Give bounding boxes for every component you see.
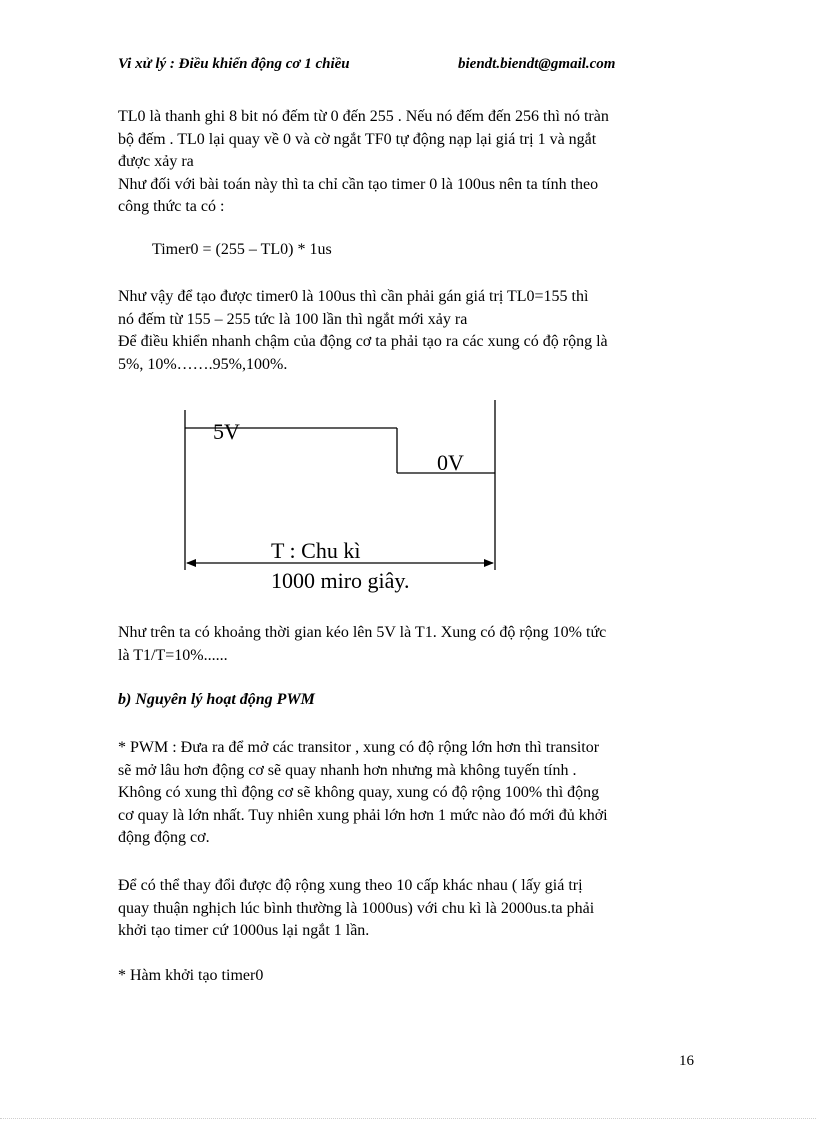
text-line: Như trên ta có khoảng thời gian kéo lên 5V là T1. Xung có độ rộng 10% tức [118, 624, 607, 641]
section-heading: b) Nguyên lý hoạt động PWM [118, 691, 315, 708]
text-line: Như đối với bài toán này thì ta chỉ cần tạo timer 0 là 100us nên ta tính theo [118, 175, 599, 193]
paragraph-timer-setup [118, 286, 708, 376]
text-line: được xảy ra [118, 153, 194, 171]
duration-label: 1000 miro giây. [271, 568, 410, 593]
text-line: khởi tạo timer cứ 1000us lại ngắt 1 lần. [118, 922, 370, 940]
period-arrow-right-head [484, 559, 494, 567]
text-line: cơ quay là lớn nhất. Tuy nhiên xung phải lớn hơn 1 mức nào đó mới đủ khởi [118, 806, 608, 824]
text-line: Không có xung thì động cơ sẽ không quay, xung có độ rộng 100% thì động [118, 784, 600, 802]
pwm-pulse-diagram [170, 392, 510, 607]
low-voltage-label: 0V [437, 450, 464, 475]
text-line: TL0 là thanh ghi 8 bit nó đếm từ 0 đến 255 . Nếu nó đếm đến 256 thì nó tràn [118, 108, 609, 125]
text-line: là T1/T=10%...... [118, 646, 228, 664]
page-number: 16 [679, 1053, 694, 1069]
text-line: 5%, 10%…….95%,100%. [118, 355, 288, 373]
text-line: quay thuận nghịch lúc bình thường là 1000us) với chu kì là 2000us.ta phải [118, 899, 595, 917]
page-bottom-divider [0, 1118, 816, 1119]
text-line: sẽ mở lâu hơn động cơ sẽ quay nhanh hơn nhưng mà không tuyến tính . [118, 761, 577, 779]
text-line: nó đếm từ 155 – 255 tức là 100 lần thì ngắt mới xảy ra [118, 310, 468, 328]
period-arrow-left-head [186, 559, 196, 567]
text-line: công thức ta có : [118, 198, 225, 216]
text-line: động động cơ. [118, 829, 210, 847]
paragraph-duty-cycle [118, 622, 708, 667]
header-email: biendt.biendt@gmail.com [458, 56, 616, 72]
text-line: bộ đếm . TL0 lại quay về 0 và cờ ngắt TF0 tự động nạp lại giá trị 1 và ngắt [118, 130, 597, 148]
paragraph-pwm-explanation [118, 737, 708, 850]
text-line: Để điều khiển nhanh chậm của động cơ ta phải tạo ra các xung có độ rộng là [118, 333, 608, 351]
paragraph-pulse-levels [118, 875, 708, 943]
page-header [118, 56, 716, 78]
text-line: Như vậy để tạo được timer0 là 100us thì cần phải gán giá trị TL0=155 thì [118, 288, 589, 305]
text-line: Để có thể thay đổi được độ rộng xung theo 10 cấp khác nhau ( lấy giá trị [118, 877, 583, 894]
paragraph-tl0-description [118, 106, 708, 219]
paragraph-timer-init [118, 965, 708, 988]
period-label: T : Chu kì [271, 538, 361, 563]
text-line: * Hàm khởi tạo timer0 [118, 967, 264, 984]
timer-formula: Timer0 = (255 – TL0) * 1us [152, 241, 332, 258]
high-voltage-label: 5V [213, 419, 240, 444]
text-line: * PWM : Đưa ra để mở các transitor , xung có độ rộng lớn hơn thì transitor [118, 739, 600, 756]
header-title: Vi xử lý : Điều khiển động cơ 1 chiều [118, 56, 350, 72]
